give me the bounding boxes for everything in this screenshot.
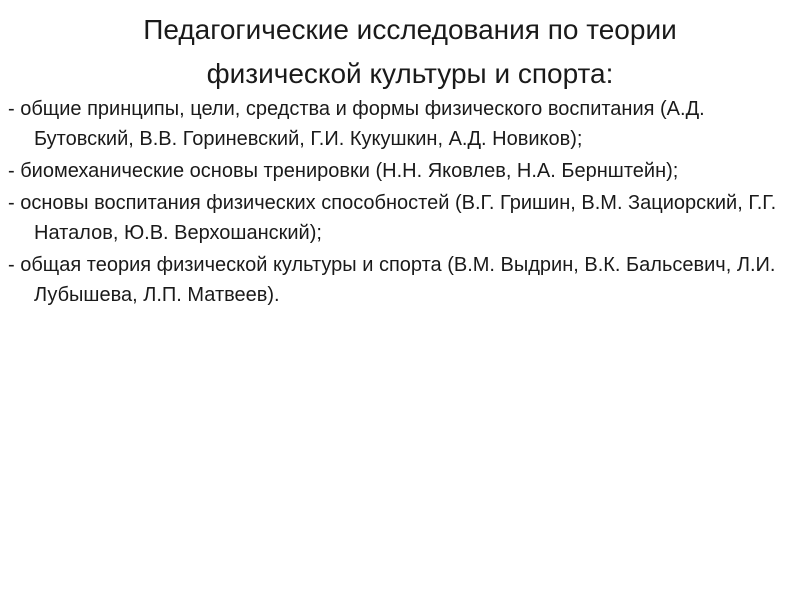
research-list: [8, 94, 794, 312]
slide-title-line-2: физической культуры и спорта:: [206, 58, 614, 89]
research-item-biomechanics: - биомеханические основы тренировки (Н.Н. Яковлев, Н.А. Бернштейн);: [8, 160, 679, 182]
slide-title: [60, 8, 760, 96]
slide-title-line-1: Педагогические исследования по теории: [143, 14, 677, 45]
research-item-physical-abilities: - основы воспитания физических способностей (В.Г. Гришин, В.М. Зациорский, Г.Г. Наталов, Ю.В. Верхошанский);: [8, 192, 777, 244]
research-item-general-theory: - общая теория физической культуры и спорта (В.М. Выдрин, В.К. Бальсевич, Л.И. Лубышева, Л.П. Матвеев).: [8, 254, 776, 306]
research-item-principles: - общие принципы, цели, средства и формы физического воспитания (А.Д. Бутовский, В.В. Гориневский, Г.И. Кукушкин, А.Д. Новиков);: [8, 98, 705, 150]
